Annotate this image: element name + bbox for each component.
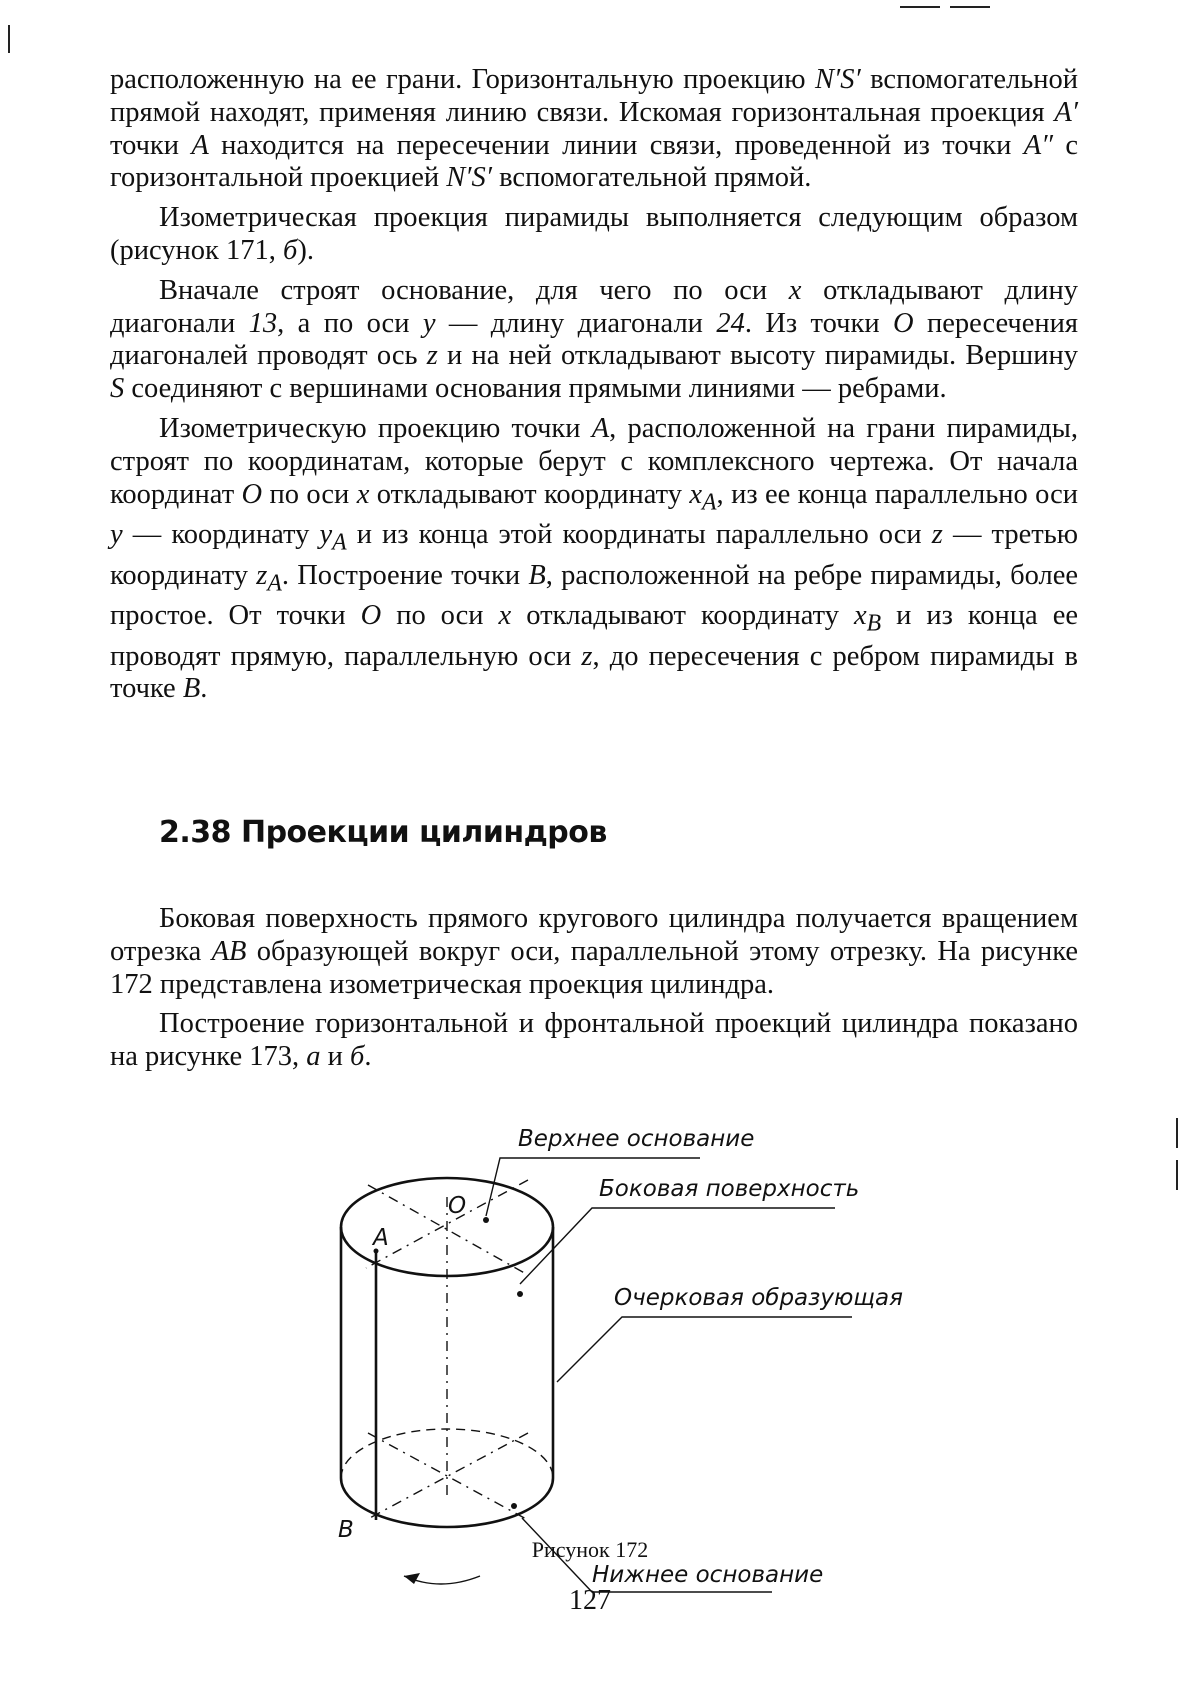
scan-mark-right	[1176, 1160, 1178, 1190]
section-heading: 2.38 Проекции цилиндров	[159, 815, 607, 850]
leader-lateral-surface	[520, 1208, 835, 1284]
paragraph: Боковая поверхность прямого кругового цилиндра получается вращением отрезка AB образующей вокруг оси, параллельной этому отрезку. На рисунке 172 представлена изометрическая проекция цилиндра.	[110, 903, 1078, 1000]
label-bottom-base: Нижнее основание	[592, 1562, 824, 1588]
label-point-o: O	[448, 1193, 467, 1219]
paragraph: Изометрическую проекцию точки A, расположенной на грани пирамиды, строят по координатам, которые берут с комплексного чертежа. От начала координат O по оси x откладывают координату $x_A$, из ее конца параллельно оси y — координату $y_A$ и из конца этой координаты параллельно оси z — третью координату $z_A$. Построение точки B, расположенной на ребре пирамиды, более простое. От точки O по оси x откладывают координату $x_B$ и из конца ее проводят прямую, параллельную оси z, до пересечения с ребром пирамиды в точке B.	[110, 412, 1078, 705]
paragraph: Изометрическая проекция пирамиды выполняется следующим образом (рисунок 171, б).	[110, 202, 1078, 266]
label-lateral-surface: Боковая поверхность	[599, 1176, 860, 1202]
body-text-top	[110, 64, 1078, 713]
page-number: 127	[569, 1585, 611, 1616]
leader-dot	[483, 1217, 489, 1223]
scan-mark-right	[1176, 1118, 1178, 1148]
cylinder-figure	[320, 1110, 903, 1588]
label-point-a: A	[373, 1225, 389, 1251]
label-outline-generatrix: Очерковая образующая	[614, 1285, 903, 1311]
paragraph: Построение горизонтальной и фронтальной проекций цилиндра показано на рисунке 173, а и б.	[110, 1008, 1078, 1073]
leader-dot	[511, 1503, 517, 1509]
figure-caption: Рисунок 172	[531, 1537, 649, 1562]
leader-outline	[557, 1317, 852, 1382]
scan-mark-top	[950, 6, 990, 8]
body-text-bottom	[110, 903, 1078, 1081]
paragraph: Вначале строят основание, для чего по оси x откладывают длину диагонали 13, а по оси y — длину диагонали 24. Из точки O пересечения диагоналей проводят ось z и на ней откладывают высоту пирамиды. Вершину S соединяют с вершинами основания прямыми линиями — ребрами.	[110, 274, 1078, 405]
label-top-base: Верхнее основание	[518, 1126, 755, 1152]
leader-dot	[517, 1291, 523, 1297]
scan-mark-top	[900, 6, 940, 8]
scan-mark-left	[8, 25, 10, 53]
rotation-arrowhead	[404, 1573, 420, 1584]
paragraph: расположенную на ее грани. Горизонтальную проекцию N′S′ вспомогательной прямой находят, применяя линию связи. Искомая горизонтальная проекция A′ точки A находится на пересечении линии связи, проведенной из точки A″ с горизонтальной проекцией N′S′ вспомогательной прямой.	[110, 64, 1078, 194]
label-point-b: B	[338, 1517, 354, 1543]
